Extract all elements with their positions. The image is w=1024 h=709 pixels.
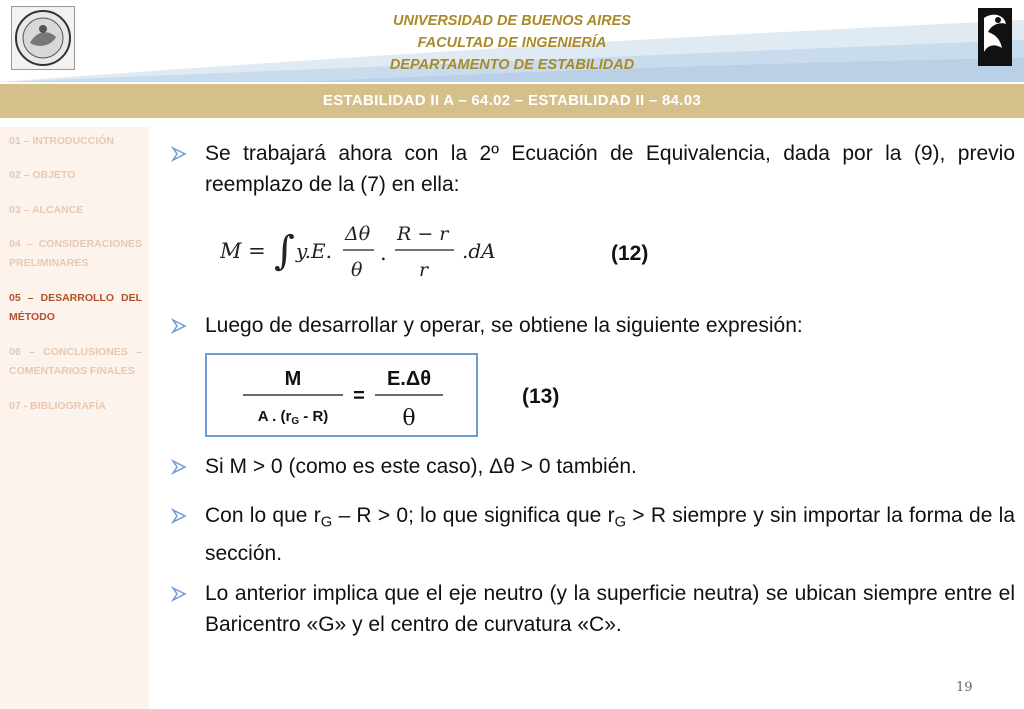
equation-12-number: (12) (611, 242, 649, 265)
eq12-frac2-num: R − r (397, 223, 449, 245)
equation-12 (220, 220, 520, 284)
faculty-name: FACULTAD DE INGENIERÍA (417, 35, 607, 51)
sidebar-item-bibliografia[interactable]: 07 - BIBLIOGRAFÍA (9, 400, 106, 412)
eq12-lhs: M = (220, 239, 266, 263)
sidebar-item-introduccion[interactable]: 01 – INTRODUCCIÓN (9, 135, 115, 147)
eq13-num-right: E.Δθ (386, 368, 432, 390)
course-title: ESTABILIDAD II A – 64.02 – ESTABILIDAD II – 84.03 (322, 92, 702, 109)
slide-header (0, 0, 1024, 82)
institution-heading (312, 10, 712, 76)
eq12-integral: ∫ (274, 228, 295, 274)
eq13-den-left: A . $(r_G - R)$ (257, 408, 329, 427)
sidebar-item-consideraciones[interactable]: 04 – CONSIDERACIONES PRELIMINARES (9, 238, 142, 269)
equation-13-box (205, 353, 478, 437)
paragraph-ecuacion-equivalencia: Se trabajará ahora con la 2º Ecuación de Equivalencia, dada por la (9), previo reemplazo de la (7) en ella: (205, 142, 1015, 196)
paragraph-eje-neutro: Lo anterior implica que el eje neutro (y la superficie neutra) se ubican siempre entre el Baricentro «G» y el centro de curvatura «C». (205, 582, 1015, 636)
sidebar-item-alcance[interactable]: 03 – ALCANCE (9, 204, 84, 216)
paragraph-signo-m: Si M > 0 (como es este caso), Δθ > 0 también. (205, 455, 637, 478)
paragraph-desarrollar: Luego de desarrollar y operar, se obtiene la siguiente expresión: (205, 314, 803, 337)
sidebar-item-objeto[interactable]: 02 – OBJETO (9, 169, 76, 181)
eq12-term: y.E. (296, 239, 332, 263)
arrow-bullet-icon (171, 586, 187, 602)
equation-13 (207, 355, 476, 435)
sidebar-item-desarrollo[interactable]: 05 – DESARROLLO DEL MÉTODO (9, 292, 142, 323)
sidebar-item-conclusiones[interactable]: 06 – CONCLUSIONES – COMENTARIOS FINALES (9, 346, 142, 377)
eq12-tail: .dA (462, 239, 496, 263)
arrow-bullet-icon (171, 146, 187, 162)
eq13-num-left: M (284, 368, 302, 390)
paragraph-rg-mayor-r: Con lo que $r_G - R > 0$; lo que significa que $r_G > R$ siempre y sin importar la forma de la sección. (205, 504, 1015, 566)
eq12-frac1-num: Δθ (345, 223, 371, 245)
eq13-equals: = (353, 385, 365, 407)
eq12-dot: . (380, 241, 387, 265)
eq12-frac2-den: r (419, 259, 429, 281)
eq13-den-right: θ (402, 406, 416, 431)
department-name: DEPARTAMENTO DE ESTABILIDAD (389, 57, 635, 73)
equation-13-number: (13) (522, 385, 560, 408)
arrow-bullet-icon (171, 318, 187, 334)
university-name: UNIVERSIDAD DE BUENOS AIRES (393, 13, 631, 29)
faculty-emblem-icon (978, 8, 1012, 66)
eq12-frac1-den: θ (351, 259, 363, 281)
arrow-bullet-icon (171, 508, 187, 524)
university-seal-icon (11, 6, 75, 70)
arrow-bullet-icon (171, 459, 187, 475)
page-number: 19 (956, 680, 973, 695)
section-sidebar (0, 127, 149, 709)
